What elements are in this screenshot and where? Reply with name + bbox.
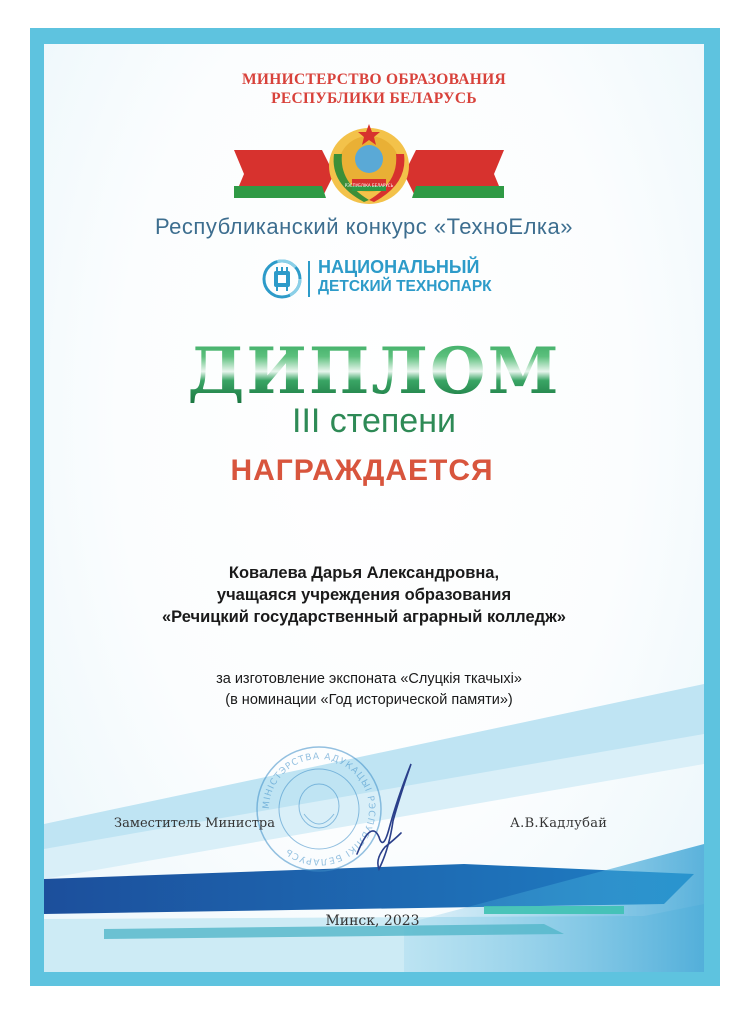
ministry-line-1: МИНИСТЕРСТВО ОБРАЗОВАНИЯ xyxy=(241,71,507,88)
reason-line-1: за изготовление экспоната «Слуцкія ткачыхі» xyxy=(216,671,522,687)
signatory-position: Заместитель Министра xyxy=(114,816,275,831)
diploma-title: ДИПЛОМ xyxy=(44,334,704,409)
recipient-name: Ковалева Дарья Александровна, xyxy=(228,564,500,582)
technopark-line-1: НАЦИОНАЛЬНЫЙ xyxy=(318,257,480,277)
diploma-sheet xyxy=(44,44,704,972)
chip-logo-icon xyxy=(260,257,304,301)
diploma-degree: III степени xyxy=(292,402,456,440)
handwritten-signature xyxy=(349,759,419,879)
place-and-year: Минск, 2023 xyxy=(325,913,420,929)
seal-text: МІНІСТЭРСТВА АДУКАЦЫІ РЭСПУБЛІКІ БЕЛАРУСЬ xyxy=(261,751,377,867)
recipient-block xyxy=(44,562,684,628)
recipient-institution: «Речицкий государственный аграрный колледж» xyxy=(162,608,566,626)
contest-title: Республиканский конкурс «ТехноЕлка» xyxy=(154,214,574,239)
awarded-heading: НАГРАЖДАЕТСЯ xyxy=(230,454,494,487)
recipient-role: учащаяся учреждения образования xyxy=(216,586,512,604)
emblem-band-text: РЭСПУБЛІКА БЕЛАРУСЬ xyxy=(344,183,394,188)
technopark-text xyxy=(318,258,492,296)
award-reason xyxy=(44,669,694,711)
belarus-coat-of-arms-icon xyxy=(234,124,504,204)
signatory-name: А.В.Кадлубай xyxy=(510,816,608,831)
logo-divider xyxy=(308,261,310,297)
technopark-line-2: ДЕТСКИЙ ТЕХНОПАРК xyxy=(318,278,492,295)
ministry-line-2: РЕСПУБЛИКИ БЕЛАРУСЬ xyxy=(271,90,477,107)
technopark-logo xyxy=(260,257,510,303)
ministry-header xyxy=(44,70,704,108)
reason-line-2: (в номинации «Год исторической памяти») xyxy=(225,692,513,708)
